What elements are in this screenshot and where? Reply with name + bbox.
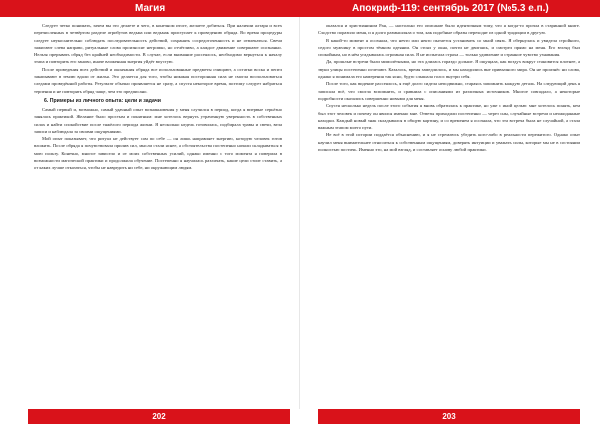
right-paragraph: В какой-то момент я осознала, что нечто или некто пытается установить со мной связь. Я обернулась и увидела стройного, седого мужчину в простом тёмном одеянии. Он стоял у окна, почти не двигаясь, и смотрел прямо на меня. Его взгляд был спокойным, но в нём угадывалась огромная сила. Я не испытала страха — только удивление и странное чувство узнавания.	[318, 37, 580, 58]
left-paragraph: Следует четко понимать, зачем вы это делаете и чего, в конечном итоге, желаете добиться. При наличии алтаря и всех перечисленных в четвёртом разделе атрибутов ведьма или ведьмак приступает к проведению обряда. Во время процедуры следует неукоснительно соблюдать последовательность действий, сохранять сосредоточенность и не отвлекаться. Свечи зажигают слева направо, ритуальные слова произносят негромко, но отчётливо, а каждое движение совершают осознанно. Нельзя прерывать обряд без крайней необходимости. В случае, если внимание рассеялось, необходимо вернуться к началу этапа и повторить его заново, иначе вложенная энергия уйдёт впустую.	[34, 23, 282, 65]
right-paragraph: Спустя несколько недель после этого события я вновь обратилась к практике, но уже с иной целью: мне хотелось понять, кем был этот человек и почему он явился именно мне. Ответы приходили постепенно — через сны, случайные встречи и неожиданные находки. Каждый новый знак складывался в общую картину, и со временем я осознала, что эта встреча была не случайной, а стала важным этапом моего пути.	[318, 103, 580, 131]
right-header-title: Апокриф-119: сентябрь 2017 (№5.3 е.п.)	[352, 3, 549, 14]
right-page-body	[318, 22, 580, 395]
left-page-number: 202	[28, 409, 290, 424]
right-page-number: 203	[318, 409, 580, 424]
section-heading: 6. Примеры из личного опыта: цели и задачи	[44, 97, 161, 104]
left-page-header	[0, 0, 300, 17]
left-paragraph: Мой опыт показывает, что ритуал не действует сам по себе — он лишь направляет энергию, которую человек готов вложить. После обряда я почувствовала прилив сил, мысли стали яснее, а обстоятельства постепенно начали складываться в мою пользу. Конечно, многое зависело и от моих собственных усилий, однако именно с того момента я поверила в возможности магической практики и продолжила обучение. Постепенно я научилась различать, какие цели стоит ставить, а от каких лучше отказаться, чтобы не навредить ни себе, ни окружающим людям.	[34, 136, 282, 171]
left-paragraph: После проведения всех действий и окончания обряда все использованные предметы очищают, а остатки воска и пепел закапывают в землю вдали от жилья. Это делается для того, чтобы никакая посторонняя сила не смогла воспользоваться следами проведённой работы. Результат обычно проявляется не сразу, а спустя некоторое время, поэтому следует набраться терпения и не повторять обряд чаще, чем это предписано.	[34, 66, 282, 94]
left-paragraph: Самый первый и, возможно, самый удачный опыт возникновения у меня случился в период, когда я впервые серьёзно занялась практикой. Желание было простым и понятным: мне хотелось вернуть утраченную уверенность в собственных силах и найти спокойствие после тяжёлого периода жизни. Я несколько недель готовилась, подбирала травы и свечи, вела записи и наблюдала за своими ощущениями.	[34, 106, 282, 134]
right-paragraph: оказался и христианином Рая, — настолько его описание было идентичным тому, что я когда-то прочла в старинной книге. Сходство поразило меня, и я долго размышляла о том, как подобные образы переходят из одной традиции в другую.	[318, 23, 580, 36]
right-paragraph: Да, прошлые встречи были мимолётными, но эта длилась гораздо дольше. Я ощущала, как воздух вокруг становится плотнее, а звуки улицы постепенно исчезают. Казалось, время замедлилось, и мы находились вне привычного мира. Он не произнёс ни слова, однако я понимала его намерения так ясно, будто слышала голос внутри себя.	[318, 59, 580, 80]
left-page-body	[34, 22, 282, 395]
right-page-header	[300, 0, 600, 17]
left-header-title: Магия	[135, 3, 166, 14]
right-paragraph: После того, как видение рассеялось, я ещё долго сидела неподвижно, стараясь запомнить каждую деталь. На следующий день я записала всё, что смогла вспомнить, и сравнила с описаниями из различных источников. Многое совпадало, а некоторые подробности оказались совершенно новыми для меня.	[318, 81, 580, 101]
right-paragraph: Не всё в этой истории поддаётся объяснению, и я не стремлюсь убедить кого-либо в реальности пережитого. Однако опыт научил меня внимательнее относиться к собственным ощущениям, доверять интуиции и уважать силы, которые мы не в состоянии полностью постичь. Именно это, на мой взгляд, и составляет основу любой практики.	[318, 132, 580, 153]
right-page	[300, 0, 600, 424]
